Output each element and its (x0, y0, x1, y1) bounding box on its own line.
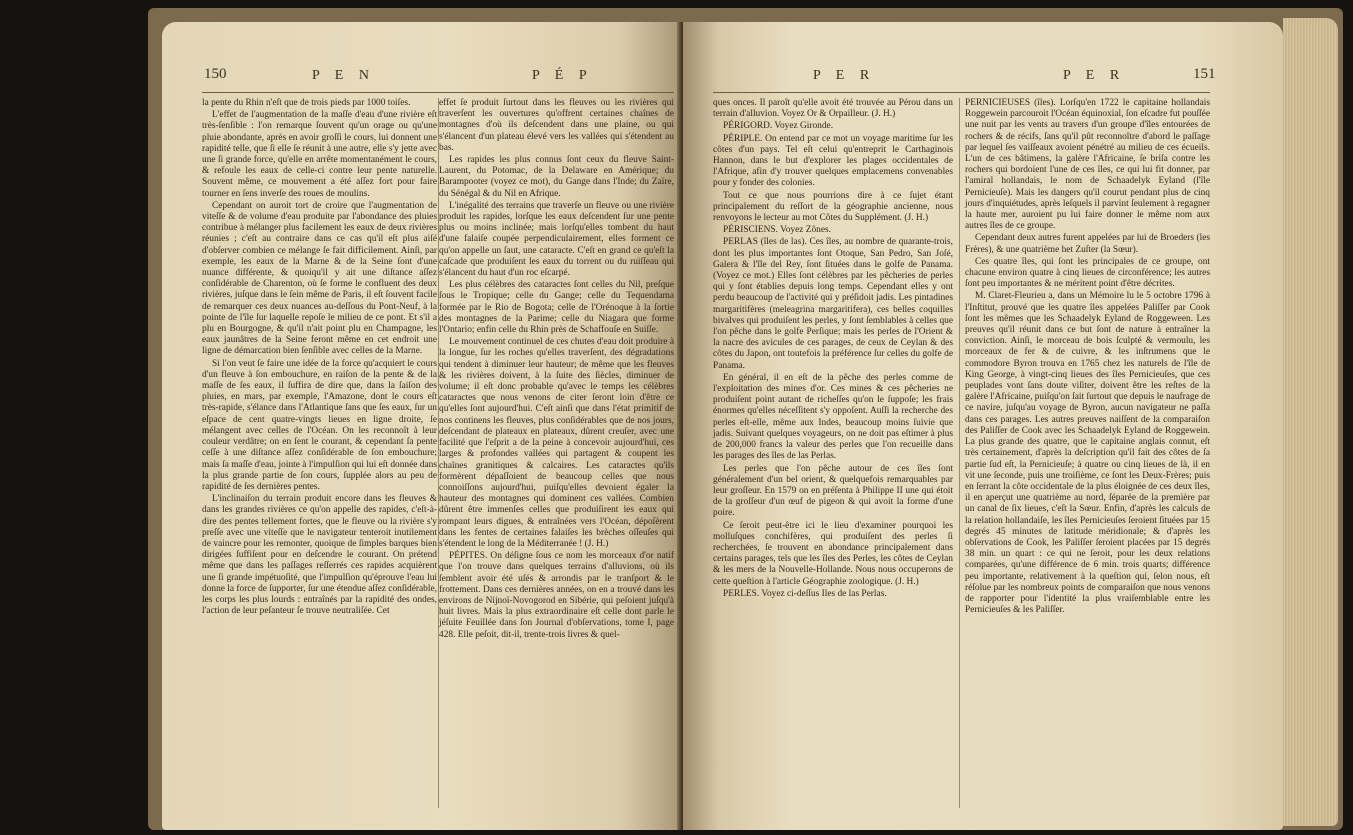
left-column-1 (202, 98, 437, 618)
right-column-2 (965, 98, 1210, 617)
paragraph: En général, il en eſt de la pêche des perles comme de l'exploitation des mines d'or. Ces mines & ces pêcheries ne produiſent point autant de richeſſes qu'on le ſuppoſe; les frais énormes qu'elles néceſſitent s'y oppoſent. Auſſi la recherche des perles eſt-elle, même aux Indes, beaucoup moins ſuivie que jadis. Suivant quelques voyageurs, on ne doit pas eſtimer à plus de 200,000 francs la valeur des perles que l'on recueille dans les parages des îles de las Perlas. (713, 372, 953, 462)
left-page (162, 22, 682, 830)
paragraph: Cependant on auroit tort de croire que l'augmentation de viteſſe & de volume d'eau produite par l'abondance des pluies contribue à mélanger plus facilement les eaux de deux rivières réunies ; c'eſt au contraire dans ce cas qu'il eſt plus aiſé d'obſerver combien ce mélange ſe fait difficilement. Ainſi, par exemple, les eaux de la Marne & de la Seine ſont d'une nuance différente, & quoiqu'il y ait une diſtance aſſez conſidérable de Charenton, où ſe forme le confluent des deux rivières, juſque dans le ſein même de Paris, il eſt ſouvent facile de remarquer ces deux nuances au-deſſous du Pont-Neuf, à la pointe de l'île ſur laquelle repoſe le milieu de ce pont. Et s'il a plu en Bourgogne, & qu'il n'ait point plu en Champagne, les eaux jaunâtres de la Seine feront même en cet endroit une ligne de démarcation bien ſenſible avec celles de la Marne. (202, 200, 437, 357)
head-rule-left (202, 92, 674, 93)
head-rule-right (713, 92, 1210, 93)
right-column-1 (713, 98, 953, 601)
right-page (683, 22, 1283, 830)
open-book (148, 8, 1343, 830)
column-rule-right (959, 98, 960, 808)
running-head-left-2: P É P (532, 68, 593, 83)
paragraph: L'inclinaiſon du terrain produit encore dans les fleuves & dans les grandes rivières ce qu'on appelle des rapides, c'eſt-à-dire des pentes tellement fortes, que le fleuve ou la rivière s'y preſſe avec une viteſſe que le navigateur tenteroit inutilement de vaincre pour les remonter, quoique de ſimples barques bien dirigées ſuffiſent pour en deſcendre le courant. On prétend même que dans les paſſages reſſerrés ces rapides acquièrent une ſi grande impétuoſité, que l'impulſion qu'éprouve l'eau lui donne la force de ſupporter, ſur une étendue aſſez conſidérable, les corps les plus lourds : entraînés par la rapidité des ondes, l'action de leur peſanteur ſe trouve neutraliſée. Cet (202, 494, 437, 617)
running-head-left-1: P E N (312, 68, 375, 83)
paragraph: Les perles que l'on pêche autour de ces îles ſont généralement d'un bel orient, & quelquefois remarquables par leur groſſeur. En 1579 on en préſenta à Philippe II une qui étoit de la groſſeur d'un œuf de pigeon & qui avoit la forme d'une poire. (713, 463, 953, 519)
paragraph: ques onces. Il paroît qu'elle avoit été trouvée au Pérou dans un terrain d'alluvion. Voyez Or & Orpailleur. (J. H.) (713, 98, 953, 120)
page-number-right: 151 (1193, 66, 1216, 82)
paragraph: L'effet de l'augmentation de la maſſe d'eau d'une rivière eſt très-ſenſible : l'on remarque ſouvent qu'un orage ou qu'une pluie abondante, après en avoir groſſi le cours, lui donnent une rapidité telle, que ſi elle ſe réunit à une autre, elle s'y jette avec une ſi grande force, qu'elle en arrête momentanément le cours, & refoule les eaux de celle-ci contre leur pente naturelle. Souvent même, ce mouvement a été aſſez fort pour faire tourner en ſens inverſe des roues de moulins. (202, 110, 437, 199)
running-head-right-1: P E R (813, 68, 876, 83)
entry-pernicieuses: PERNICIEUSES (îles). Lorſqu'en 1722 le capitaine hollandais Roggewein parcouroit l'Océan équinoxial, ſon eſcadre fut pouſſée une nuit par les vents au travers d'un groupe d'îles entourées de rochers & de récifs, ſans qu'il pût reconnoître d'abord le paſſage par lequel ſes vaiſſeaux avoient pénétré au milieu de ces écueils. L'un de ces bâtimens, la galère l'Africaine, ſe briſa contre les rochers qui bordoient l'une de ces îles, ce qui lui fit donner, par l'amiral hollandais, le nom de Schaadelyk Eyland (l'île Pernicieuſe). Mais les dangers qu'il courut pendant plus de cinq jours d'inquiétudes, après leſquels il parvint ſeulement à regagner la haute mer, auroient pu lui faire donner le même nom aux autres îles de ce groupe. (965, 98, 1210, 232)
entry-pepites: PÉPITES. On déſigne ſous ce nom les morceaux d'or natif que l'on trouve dans quelques terrains d'alluvions, où ils ſemblent avoir été uſés & arrondis par le tranſport & le frottement. Dans ces dernières années, on en a trouvé dans les environs de Nijnoï-Novogorod en Sibérie, qui peſoient juſqu'à huit livres. Mais la plus extraordinaire eſt celle dont parle le jéſuite Feuillée dans ſon Journal d'obſervations, tome I, page 428. Elle peſoit, dit-il, trente-trois livres & quel- (439, 551, 674, 640)
paragraph: Tout ce que nous pourrions dire à ce ſujet étant principalement du reſſort de la géographie ancienne, nous renvoyons le lecteur au mot Côtes du Supplément. (J. H.) (713, 190, 953, 224)
paragraph: Les rapides les plus connus ſont ceux du fleuve Saint-Laurent, du Potomac, de la Delaware en Amérique; du Barampooter (voyez ce mot), du Gange dans l'Inde; du Zaïre, du Sénégal & du Nil en Afrique. (439, 155, 674, 199)
paragraph: effet ſe produit ſurtout dans les fleuves ou les rivières qui traverſent les ouvertures qu'offrent certaines chaînes de montagnes d'où ils deſcendent dans une plaine, ou qui s'élancent d'un plateau élevé vers les vallées qui s'étendent au bas. (439, 98, 674, 153)
paragraph: M. Claret-Fleurieu a, dans un Mémoire lu le 5 octobre 1796 à l'Inſtitut, prouvé que les quatre îles appelées Paliſſer par Cook ſont les mêmes que les Schaadelyk Eyland de Roggeween. Les preuves qu'il réunit dans ce but ſont de nature à entraîner la conviction. Ainſi, le morceau de bois ſculpté & vermoulu, les morceaux de fer & de cuivre, & les inſtrumens que le commodore Byron trouva en 1765 chez les naturels de l'île de King George, à vingt-cinq lieues des îles Pernicieuſes, que ces peuplades vont ſans doute viſiter, doivent être les reſtes de la galère l'Africaine, puiſqu'on ſait ſurtout que depuis le naufrage de ce navire, juſqu'au voyage de Byron, aucun navigateur ne paſſa dans ces parages. Les autres preuves naiſſent de la comparaiſon des Paliſſer de Cook avec les Schaadelyk Eyland de Roggewein. La plus grande des quatre, que le capitaine anglais connut, eſt très certainement, d'après la deſcription qu'il fait des côtes de ſa partie ſud eſt, la Pernicieuſe; à quatre ou cinq lieues de là, il en vit une ſeconde, puis une troiſième, ce ſont les Deux-Frères; puis en ſerrant la côte occidentale de la plus éloignée de ces deux îles, il en aperçut une quatrième au nord, ſéparée de la première par un canal de ſix lieues, c'eſt la Sœur. Enfin, d'après les calculs de la relation hollandaiſe, les îles Pernicieuſes ſeroient ſituées par 15 degrés 45 minutes de latitude méridionale; & d'après les obſervations de Cook, les Paliſſer ſeroient placées par 15 degrés 38 min. un quart : ce qui ne ſeroit, pour les deux relations comparées, qu'une différence de 6 min. trois quarts; différence peu importante, relativement à la queſtion qui, ſelon nous, eſt réſolue par les nombreux points de comparaiſon que nous venons de rapporter pour l'identité la plus vraiſemblable entre les Pernicieuſes & les Paliſſer. (965, 291, 1210, 616)
paragraph: Le mouvement continuel de ces chutes d'eau doit produire à la longue, ſur les roches qu'elles traverſent, des dégradations qui tendent à diminuer leur hauteur; de même que les fleuves & les rivières doivent, à la ſuite des ſiècles, diminuer de volume; il eſt donc probable qu'avec le temps les célèbres cataractes que nous venons de citer ſeront loin d'être ce qu'elles ſont aujourd'hui. C'eſt ainſi que dans l'état primitif de nos continens les fleuves, plus conſidérables que de nos jours, deſcendant de plateaux en plateaux, dûrent creuſer, avec une facilité que l'eſprit a de la peine à concevoir aujourd'hui, ces larges & profondes vallées qui partagent & coupent les chaînes granitiques & calcaires. Les cataractes qu'ils formèrent dépaſſoient de beaucoup celles que nous connoiſſons aujourd'hui, puiſqu'elles devoient égaler la hauteur des montagnes qui dominent ces vallées. Combien dûrent être immenſes celles que produiſirent les eaux qui rompant leurs digues, & entraînées vers l'Océan, dépoſèrent dans les fentes de certaines falaiſes les brèches oſſeuſes qui s'étendent le long de la Méditerranée ! (J. H.) (439, 337, 674, 549)
entry-perisciens: PÉRISCIENS. Voyez Zônes. (723, 225, 831, 236)
paragraph: la pente du Rhin n'eſt que de trois pieds par 1000 toiſes. (202, 98, 411, 108)
paragraph: Si l'on veut ſe faire une idée de la force qu'acquiert le cours d'un fleuve à ſon embouchure, en raiſon de la pente & de la maſſe de ſes eaux, il ſuffira de dire que, dans la ſaiſon des pluies, en mars, par exemple, l'Amazone, dont le cours eſt très-rapide, s'élance dans l'Atlantique ſans que ſes eaux, ſur un eſpace de cent quatre-vingts lieues en ligne droite, ſe mélangent avec celles de l'Océan. On les reconnoît à leur couleur verdâtre; on en ſent le courant, & cependant ſa pente ceſſe à une diſtance aſſez conſidérable de ſon embouchure; mais ſa maſſe d'eau, jointe à l'impulſion qui lui eſt donnée dans la plus grande partie de ſon cours, ſupplée alors au peu de rapidité de ſes dernières pentes. (202, 358, 437, 492)
entry-perlas: PERLAS (îles de las). Ces îles, au nombre de quarante-trois, dont les plus importantes ſont Otoque, San Pedro, San Joſé, Galera & l'île del Rey, ſont ſituées dans le golfe de Panama. (Voyez ce mot.) Elles ſont célèbres par les pêcheries de perles qui y ſont établies depuis long temps. Cependant elles y ont perdu beaucoup de l'activité qui y préſidoit jadis. Les pintadines margaritifères (meleagrina margaritifera), ces belles coquilles bivalves qui produiſent les perles, y ſont ſemblables à celles que l'on pêche dans le golfe Perſique; mais les perles de l'Orient & la nacre des avicules de ces parages, de ceux de Ceylan & des côtes du Japon, ont toutefois la préférence ſur celles du golfe de Panama. (713, 237, 953, 371)
paragraph: L'inégalité des terrains que traverſe un fleuve ou une rivière produit les rapides, lorſque les eaux deſcendent ſur une pente plus ou moins inclinée; mais lorſqu'elles tombent du haut d'une falaiſe coupée perpendiculairement, elles forment ce qu'on appelle un ſaut, une cataracte. C'eſt en grand ce qu'eſt la caſcade que produiſent les eaux du torrent ou du ruiſſeau qui s'élancent du haut d'un roc eſcarpé. (439, 200, 674, 279)
paragraph: Cependant deux autres furent appelées par lui de Broeders (les Frères), & une quatrième het Zuſter (la Sœur). (965, 233, 1210, 255)
entry-perigord: PÉRIGORD. Voyez Gironde. (723, 121, 834, 132)
entry-periple: PÉRIPLE. On entend par ce mot un voyage maritime ſur les côtes d'un pays. Tel eſt celui qu'entreprit le Carthaginois Hannon, dans le but d'explorer les plages occidentales de l'Afrique, afin d'y trouver quelques emplacemens convenables pour y fonder des colonies. (713, 133, 953, 189)
entry-perles: PERLES. Voyez ci-deſſus Iles de las Perlas. (723, 588, 887, 599)
page-edges (1283, 18, 1338, 826)
page-number-left: 150 (204, 66, 227, 82)
paragraph: Les plus célèbres des cataractes ſont celles du Nil, preſque ſous le Tropique; celle du Gange; celle du Tequendama formée par le Rio de Bogota; celle de l'Orénoque à la ſortie des montagnes de la Parime; celle du Niagara que forme l'Ontario; enfin celle du Rhin près de Schaffouſe en Suiſſe. (439, 280, 674, 336)
paragraph: Ce ſeroit peut-être ici le lieu d'examiner pourquoi les molluſques conchifères, qui produiſent des perles ſi recherchées, ſe trouvent en abondance principalement dans certains parages, tels que les îles des Perles, les côtes de Ceylan & les mers de la Nouvelle-Hollande. Nous nous occuperons de cette queſtion à l'article Géographie zoologique. (J. H.) (713, 520, 953, 587)
paragraph: Ces quatre îles, qui ſont les principales de ce groupe, ont chacune environ quatre à cinq lieues de circonférence; les autres ſont peu importantes & ne méritent point d'être décrites. (965, 256, 1210, 290)
running-head-right-2: P E R (1063, 68, 1126, 83)
left-column-2 (439, 98, 674, 642)
